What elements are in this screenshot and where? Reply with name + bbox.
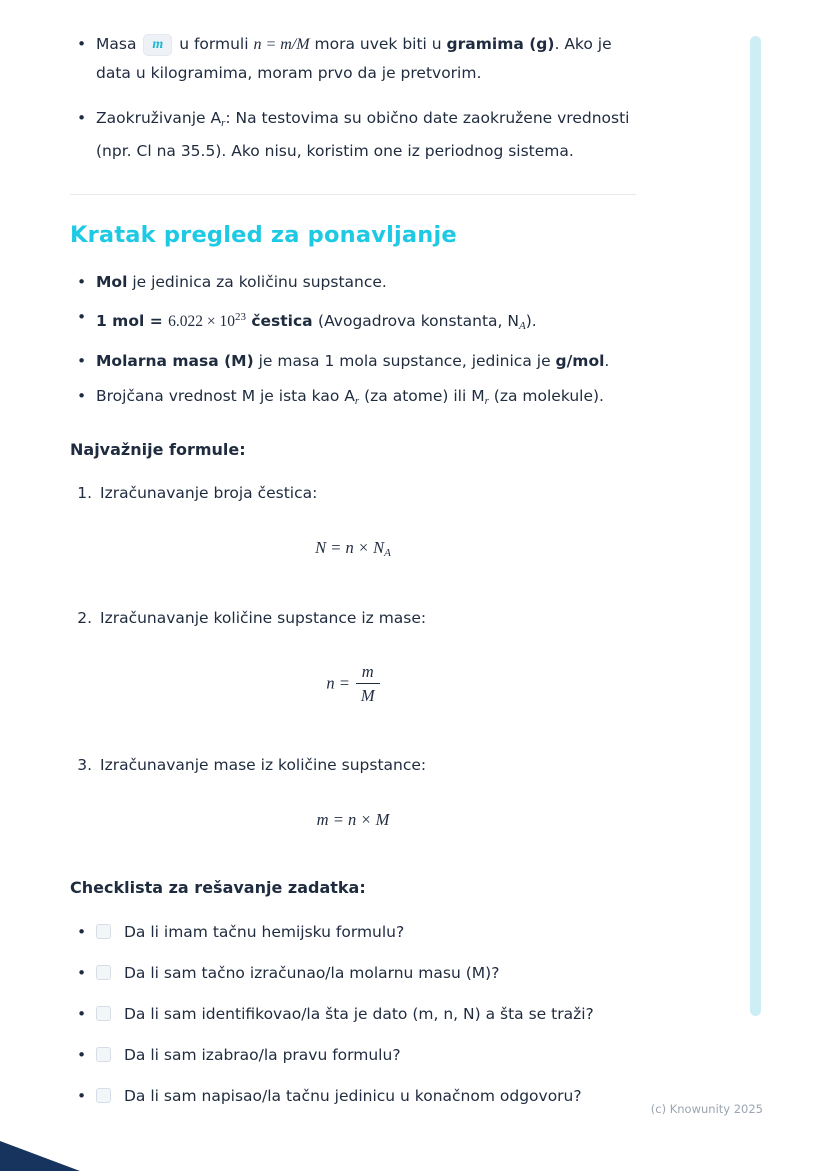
list-item-masa bbox=[70, 30, 636, 87]
bullet-dot: • bbox=[77, 963, 87, 982]
fraction bbox=[356, 663, 380, 706]
section-divider bbox=[70, 194, 636, 195]
formula-item-1 bbox=[70, 482, 636, 559]
math-expression: m = n × M bbox=[316, 809, 390, 829]
formula-label bbox=[70, 607, 636, 630]
checklist-item bbox=[70, 962, 636, 984]
text-segment: (Avogadrova konstanta, N bbox=[318, 312, 519, 330]
section-title: Kratak pregled za ponavljanje bbox=[70, 222, 457, 248]
checklist bbox=[70, 921, 636, 1107]
superscript: 23 bbox=[234, 311, 246, 323]
formula-item-2 bbox=[70, 607, 636, 706]
checklist-item bbox=[70, 1085, 636, 1107]
checkbox[interactable] bbox=[96, 1006, 111, 1021]
list-number: 3. bbox=[77, 755, 92, 774]
text-segment: Izračunavanje mase iz količine supstance: bbox=[100, 755, 427, 774]
checklist-item-label: Da li sam tačno izračunao/la molarnu masu (M)? bbox=[124, 963, 500, 982]
math-expression: n = bbox=[326, 673, 350, 693]
text-segment: (za atome) ili M bbox=[359, 387, 485, 405]
checkbox[interactable] bbox=[96, 965, 111, 980]
text-segment: u formuli bbox=[174, 35, 254, 53]
text-segment: : Na testovima su obično date zaokružene vrednosti (npr. Cl na 35.5). Ako nisu, koristim one iz periodnog sistema. bbox=[96, 109, 630, 160]
formula-label bbox=[70, 754, 636, 777]
checklist-item-label: Da li sam identifikovao/la šta je dato (m, n, N) a šta se traži? bbox=[124, 1004, 594, 1023]
checkbox[interactable] bbox=[96, 1088, 111, 1103]
bold-text: 1 mol = bbox=[96, 312, 169, 330]
subscript: A bbox=[518, 320, 526, 332]
list-number: 2. bbox=[77, 609, 92, 627]
bold-text: čestica bbox=[245, 312, 319, 330]
text-segment: . bbox=[604, 352, 610, 370]
bold-text: g/mol bbox=[555, 352, 605, 370]
fraction-numerator: m bbox=[361, 662, 374, 681]
copyright-footer: (c) Knowunity 2025 bbox=[650, 1102, 763, 1116]
text-segment: (za molekule). bbox=[488, 387, 604, 405]
bullet-dot: • bbox=[77, 1086, 87, 1105]
math-inline: n = m/M bbox=[253, 36, 310, 53]
decorative-side-bar bbox=[750, 36, 761, 1016]
list-item-molarna-masa bbox=[70, 350, 636, 373]
text-segment: Brojčana vrednost M je ista kao A bbox=[96, 387, 355, 405]
subscript: r bbox=[354, 395, 360, 407]
corner-decoration bbox=[0, 1141, 80, 1171]
checklist-item-label: Da li sam napisao/la tačnu jedinicu u konačnom odgovoru? bbox=[124, 1086, 582, 1105]
bullet-dot: • bbox=[77, 1004, 87, 1023]
list-item-avogadro bbox=[70, 306, 636, 338]
math-expression: N = n × N bbox=[315, 538, 385, 557]
formula-amount bbox=[70, 663, 636, 706]
list-item-brojcana-vrednost bbox=[70, 385, 636, 413]
formula-item-3 bbox=[70, 754, 636, 830]
bold-text: Mol bbox=[96, 273, 128, 291]
text-segment: ). bbox=[525, 312, 537, 330]
bullet-dot: • bbox=[77, 1045, 87, 1064]
formula-label bbox=[70, 482, 636, 505]
subscript: A bbox=[384, 547, 391, 559]
checkbox[interactable] bbox=[96, 1047, 111, 1062]
subscript: r bbox=[484, 395, 489, 407]
list-item-zaokruzivanje bbox=[70, 104, 636, 165]
inline-code-m: m bbox=[143, 34, 172, 56]
text-segment: Zaokruživanje A bbox=[96, 109, 222, 127]
math-inline: 6.022 × 10 bbox=[168, 313, 235, 330]
fraction-denominator: M bbox=[356, 683, 380, 706]
checklist-item bbox=[70, 1003, 636, 1025]
text-segment: Masa bbox=[96, 35, 142, 53]
text-segment: je jedinica za količinu supstance. bbox=[127, 273, 387, 291]
text-segment: Izračunavanje količine supstance iz mase: bbox=[100, 609, 427, 627]
text-segment: Izračunavanje broja čestica: bbox=[100, 484, 318, 502]
intro-list bbox=[70, 30, 636, 165]
review-list bbox=[70, 271, 636, 413]
text-segment: je masa 1 mola supstance, jedinica je bbox=[253, 352, 556, 370]
checklist-item-label: Da li imam tačnu hemijsku formulu? bbox=[124, 922, 405, 941]
checklist-item-label: Da li sam izabrao/la pravu formulu? bbox=[124, 1045, 401, 1064]
checklist-heading: Checklista za rešavanje zadatka: bbox=[70, 877, 366, 897]
bold-text: gramima (g) bbox=[446, 35, 555, 53]
checkbox[interactable] bbox=[96, 924, 111, 939]
text-segment: mora uvek biti u bbox=[309, 35, 447, 53]
list-number: 1. bbox=[77, 484, 92, 502]
formula-mass bbox=[70, 810, 636, 830]
checklist-item bbox=[70, 921, 636, 943]
list-item-mol bbox=[70, 271, 636, 294]
bullet-dot: • bbox=[77, 922, 87, 941]
document-content bbox=[70, 30, 636, 1126]
text-segment: . Ako je data u kilogramima, moram prvo da je pretvorim. bbox=[96, 35, 612, 82]
formulas-heading: Najvažnije formule: bbox=[70, 440, 246, 459]
formulas-list bbox=[70, 482, 636, 830]
checklist-item bbox=[70, 1044, 636, 1066]
bold-text: Molarna masa (M) bbox=[96, 352, 254, 370]
subscript: r bbox=[221, 117, 226, 129]
formula-particles bbox=[70, 538, 636, 559]
